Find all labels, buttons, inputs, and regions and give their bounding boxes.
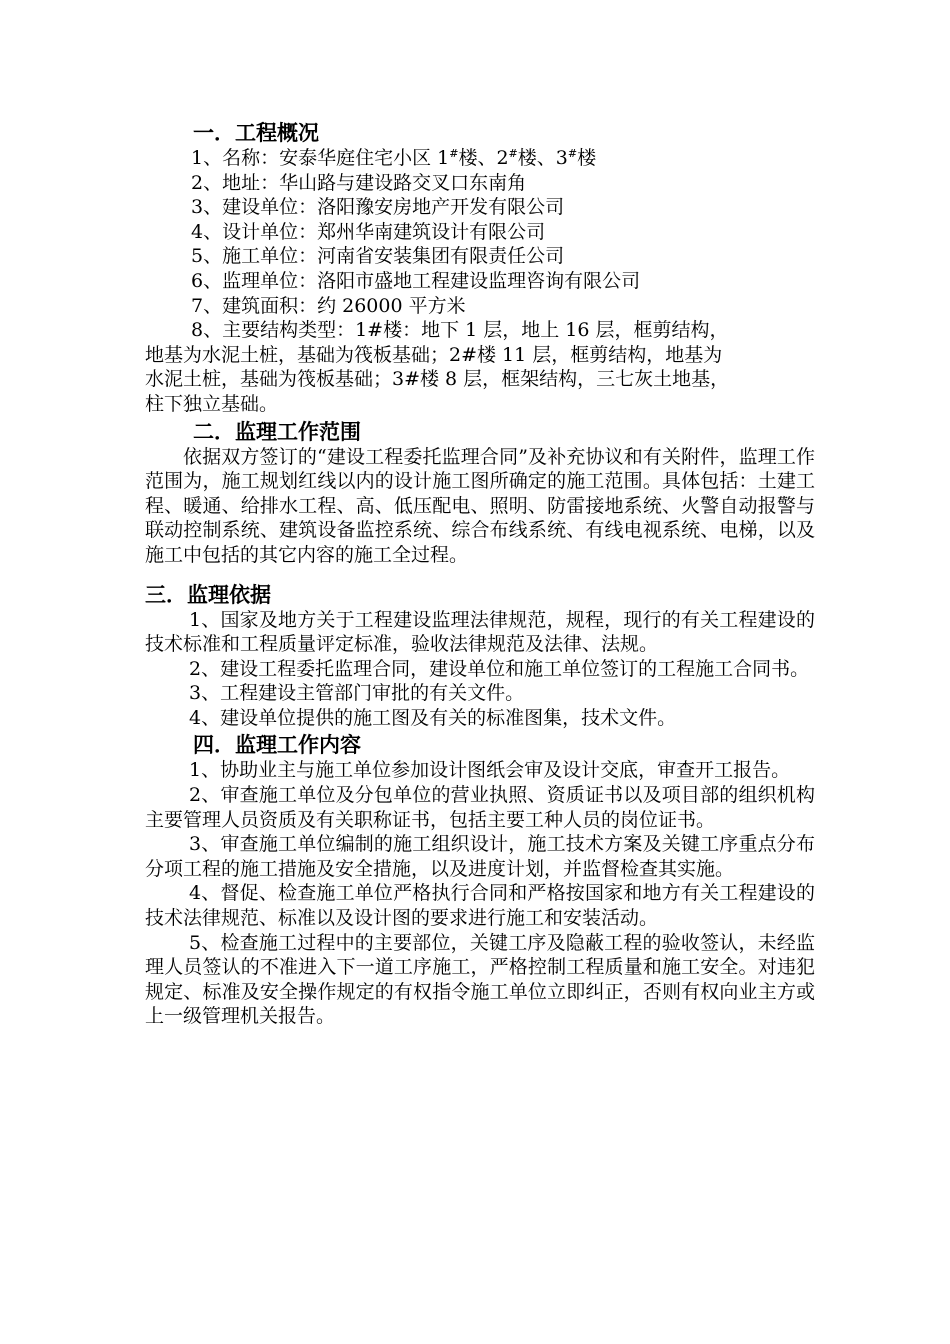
section1-item8-line4: 柱下独立基础。 — [145, 392, 279, 415]
section1-item8-line1: 8、主要结构类型：1#楼：地下 1 层，地上 16 层，框剪结构， — [191, 319, 729, 342]
section1-item8-line3: 水泥土桩，基础为筏板基础；3#楼 8 层，框架结构，三七灰土地基， — [145, 368, 730, 391]
document-page — [145, 120, 815, 1029]
section3-item: 2、建设工程委托监理合同，建设单位和施工单位签订的工程施工合同书。 — [189, 657, 810, 680]
section4-item: 3、审查施工单位编制的施工组织设计，施工技术方案及关键工序重点分布分项工程的施工措施及安全措施，以及进度计划，并监督检查其实施。 — [145, 833, 815, 880]
section1-item3: 3、建设单位：洛阳豫安房地产开发有限公司 — [191, 196, 565, 219]
section2-body: 依据双方签订的“建设工程委托监理合同”及补充协议和有关附件，监理工作范围为，施工规划红线以内的设计施工图所确定的施工范围。具体包括：土建工程、暖通、给排水工程、高、低压配电、照明、防雷接地系统、火警自动报警与联动控制系统、建筑设备监控系统、综合布线系统、有线电视系统、电梯，以及施工中包括的其它内容的施工全过程。 — [145, 445, 815, 566]
section1-item6: 6、监理单位：洛阳市盛地工程建设监理咨询有限公司 — [191, 269, 641, 292]
section1-item1: 1、名称：安泰华庭住宅小区 1#楼、2#楼、3#楼 — [191, 147, 597, 169]
section1-heading: 一．工程概况 — [193, 121, 319, 145]
section1-item2: 2、地址：华山路与建设路交叉口东南角 — [191, 171, 527, 194]
section1-item8-line2: 地基为水泥土桩，基础为筏板基础；2#楼 11 层，框剪结构，地基为 — [145, 343, 723, 366]
section4-item: 2、审查施工单位及分包单位的营业执照、资质证书以及项目部的组织机构主要管理人员资质及有关职称证书，包括主要工种人员的岗位证书。 — [145, 784, 815, 831]
section3-item: 3、工程建设主管部门审批的有关文件。 — [189, 682, 525, 705]
section1-item4: 4、设计单位：郑州华南建筑设计有限公司 — [191, 220, 546, 243]
section4-item: 5、检查施工过程中的主要部位，关键工序及隐蔽工程的验收签认，未经监理人员签认的不准进入下一道工序施工，严格控制工程质量和施工安全。对违犯规定、标准及安全操作规定的有权指令施工单位立即纠正，否则有权向业主方或上一级管理机关报告。 — [145, 931, 815, 1028]
section3-item: 4、建设单位提供的施工图及有关的标准图集，技术文件。 — [189, 706, 677, 729]
section1-item7: 7、建筑面积：约 26000 平方米 — [191, 294, 466, 317]
section2-heading: 二．监理工作范围 — [193, 419, 361, 444]
section4-item: 4、督促、检查施工单位严格执行合同和严格按国家和地方有关工程建设的技术法律规范、标准以及设计图的要求进行施工和安装活动。 — [145, 882, 815, 930]
section4-item: 1、协助业主与施工单位参加设计图纸会审及设计交底，审查开工报告。 — [189, 759, 791, 782]
section3-item: 1、国家及地方关于工程建设监理法律规范，规程，现行的有关工程建设的技术标准和工程质量评定标准，验收法律规范及法律、法规。 — [145, 608, 815, 656]
section1-item5: 5、施工单位：河南省安装集团有限责任公司 — [191, 245, 565, 268]
section4-heading: 四．监理工作内容 — [193, 733, 361, 758]
section3-heading: 三．监理依据 — [145, 582, 271, 607]
